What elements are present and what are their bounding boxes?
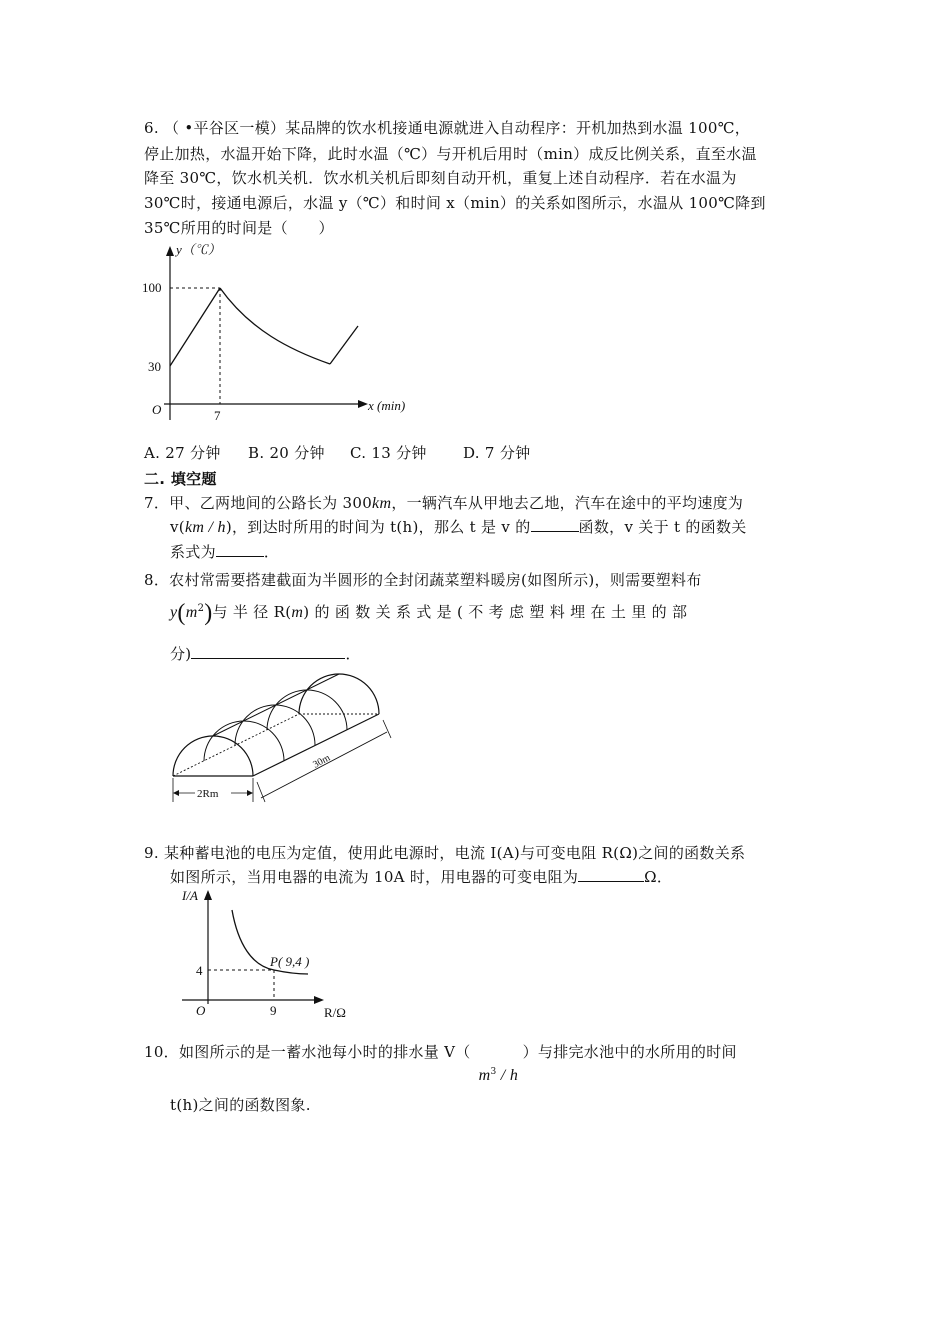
q9-line-1: 9. 某种蓄电池的电压为定值，使用此电源时，电流 I(A)与可变电阻 R(Ω)之间的函数关系 <box>144 844 746 862</box>
q7-line-3 <box>170 541 279 563</box>
q7-blank-2[interactable] <box>216 542 264 557</box>
q8-text-2a: 与 半 径 R( <box>212 603 292 621</box>
q8-line-3 <box>170 643 361 665</box>
q7-text-1b: ，一辆汽车从甲地去乙地，汽车在途中的平均速度为 <box>391 494 744 512</box>
q6-line-5: 35℃所用的时间是（ ） <box>144 219 334 237</box>
q10-unit-display <box>479 1061 519 1087</box>
q9-text-2b: Ω． <box>644 868 673 886</box>
q9-x-axis-arrow <box>314 996 324 1004</box>
q8-answer-blank[interactable] <box>191 644 345 659</box>
q8-line-2 <box>170 598 687 624</box>
q6-reheat-line <box>330 326 358 364</box>
q8-back-arch <box>299 674 379 714</box>
q7-text-2a: v( <box>170 518 185 536</box>
q6-cooling-curve <box>220 288 330 364</box>
q6-option-d: D. 7 分钟 <box>463 444 531 462</box>
q6-origin-label: O <box>152 402 162 417</box>
q9-text-2a: 如图所示，当用电器的电流为 10A 时，用电器的可变电阻为 <box>170 868 579 886</box>
q6-temperature-graph <box>140 238 440 438</box>
q6-y-tick-100: 100 <box>142 280 162 295</box>
q8-text-2b: ) 的 函 数 关 系 式 是 ( 不 考 虑 塑 料 埋 在 土 里 的 部 <box>303 603 688 621</box>
q9-current-resistance-graph <box>178 884 358 1024</box>
q6-y-axis-label: y（℃） <box>176 242 221 257</box>
section-title: 二. 填空题 <box>144 470 217 488</box>
q7-unit-kmh: km / h <box>184 519 226 536</box>
q7-line-1 <box>144 492 743 515</box>
q6-heating-line <box>170 288 220 366</box>
q6-option-b: B. 20 分钟 <box>248 444 325 462</box>
q9-point-label: P( 9,4 ) <box>270 954 310 969</box>
q7-line-2 <box>170 516 747 539</box>
q6-option-c: C. 13 分钟 <box>350 444 427 462</box>
q8-y-symbol: y <box>170 604 178 621</box>
q8-m2-exponent: 2 <box>197 603 205 614</box>
q10-line-2: t(h)之间的函数图象. <box>170 1096 311 1114</box>
q7-text-3a: 系式为 <box>170 543 216 561</box>
q7-unit-km: km <box>372 495 392 512</box>
q9-x-axis-label: R/Ω <box>324 1005 346 1020</box>
q7-text-2b: )，到达时所用的时间为 t(h)，那么 t 是 v 的 <box>225 518 531 536</box>
q8-greenhouse-figure <box>165 670 405 810</box>
q6-y-axis-arrow <box>166 246 174 256</box>
q10-unit-exponent: 3 <box>490 1067 497 1077</box>
q9-answer-blank[interactable] <box>578 867 644 882</box>
q8-m-unit: m <box>291 604 304 621</box>
q8-paren-open: ( <box>177 600 186 626</box>
q9-origin-label: O <box>196 1003 206 1018</box>
q8-paren-close: ) <box>204 600 213 626</box>
q6-line-2: 停止加热，水温开始下降，此时水温（℃）与开机后用时（min）成反比例关系，直至水温 <box>144 145 757 163</box>
q6-option-a: A. 27 分钟 <box>144 444 221 462</box>
q6-y-tick-30: 30 <box>148 359 161 374</box>
q9-y-tick-4: 4 <box>196 963 203 978</box>
q8-line-1: 8．农村常需要搭建截面为半圆形的全封闭蔬菜塑料暖房(如图所示)，则需要塑料布 <box>144 571 702 589</box>
q6-line-1: 6. （ •平谷区一模）某品牌的饮水机接通电源就进入自动程序：开机加热到水温 100℃， <box>144 119 751 137</box>
q9-y-axis-label: I/A <box>182 888 198 903</box>
q7-blank-1[interactable] <box>531 517 579 532</box>
q10-text-1a: 10．如图所示的是一蓄水池每小时的排水量 V（ <box>144 1043 471 1061</box>
q9-x-tick-9: 9 <box>270 1003 277 1018</box>
q6-line-3: 降至 30℃，饮水机关机．饮水机关机后即刻自动开机，重复上述自动程序．若在水温为 <box>144 169 737 187</box>
q6-x-tick-7: 7 <box>214 408 221 423</box>
q10-line-1 <box>144 1041 737 1084</box>
q10-unit-h: / h <box>496 1067 519 1084</box>
q8-length-label: 30m <box>311 752 333 771</box>
q9-y-axis-arrow <box>204 890 212 900</box>
q10-unit-m: m <box>478 1067 491 1084</box>
q7-text-1a: 7．甲、乙两地间的公路长为 300 <box>144 494 373 512</box>
q8-m2-unit: m <box>185 604 198 621</box>
q8-text-3a: 分) <box>170 645 192 663</box>
q10-unit-fraction <box>471 1041 523 1084</box>
q8-width-label: 2Rm <box>197 788 219 800</box>
q6-x-axis-label: x (min) <box>368 398 406 413</box>
q10-text-1b: ）与排完水池中的水所用的时间 <box>522 1043 737 1061</box>
q6-x-axis-arrow <box>358 400 368 408</box>
q7-text-2c: 函数，v 关于 t 的函数关 <box>578 518 747 536</box>
q8-text-3b: ． <box>345 645 361 663</box>
q7-text-3b: ． <box>263 543 280 561</box>
q6-line-4: 30℃时，接通电源后，水温 y（℃）和时间 x（min）的关系如图所示，水温从 100℃降到 <box>144 194 766 212</box>
